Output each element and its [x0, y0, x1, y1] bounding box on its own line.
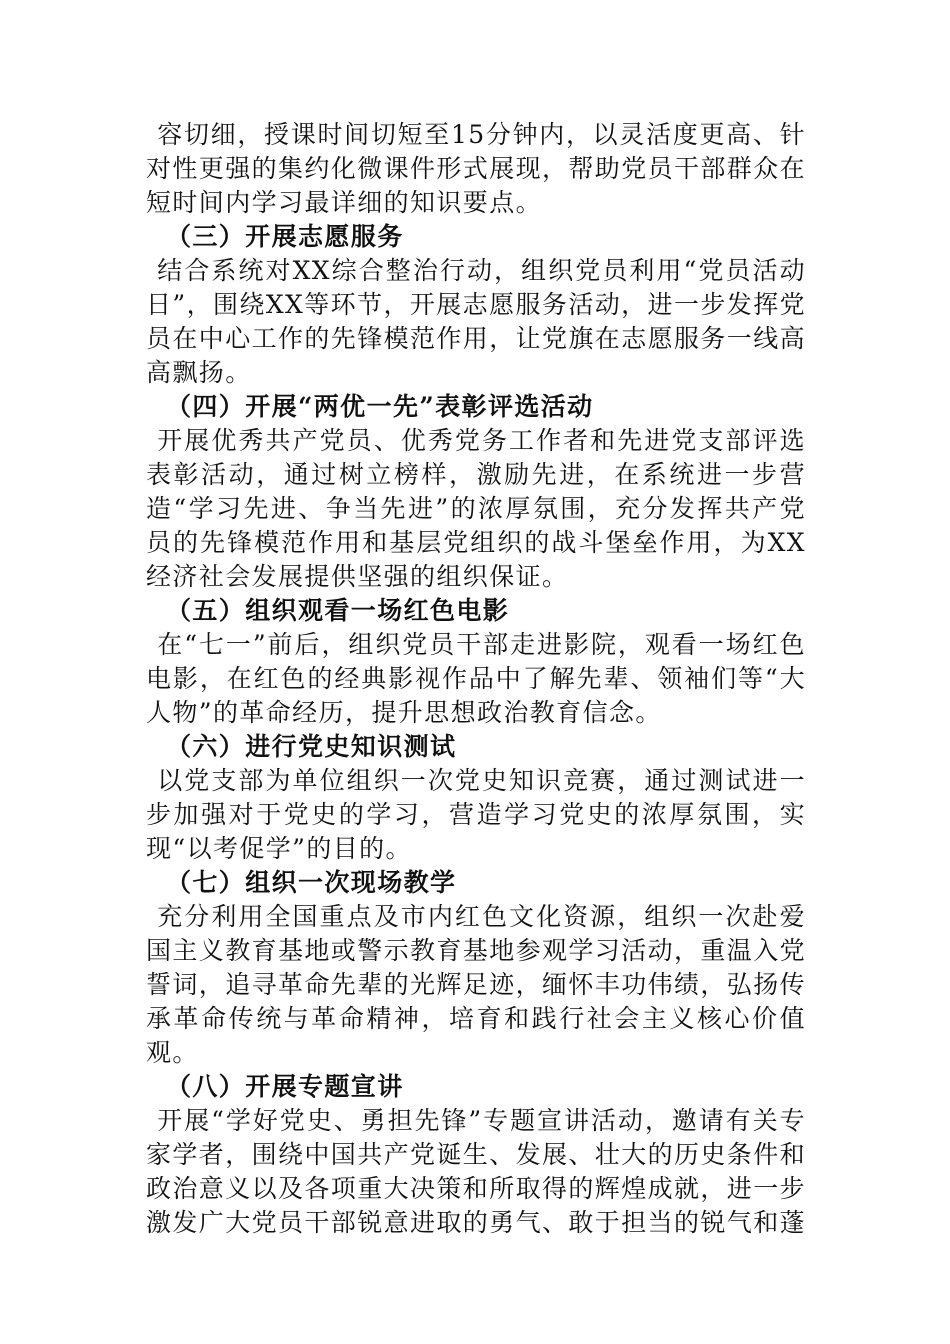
paragraph-red-film: 在“七一”前后，组织党员干部走进影院，观看一场红色电影，在红色的经典影视作品中了解先辈、领袖们等“大人物”的革命经历，提升思想政治教育信念。	[146, 630, 806, 727]
section-heading-special-lecture: （八）开展专题宣讲	[166, 1072, 404, 1101]
section-heading-history-quiz: （六）进行党史知识测试	[166, 732, 457, 761]
paragraph-field-teaching: 充分利用全国重点及市内红色文化资源，组织一次赴爱国主义教育基地或警示教育基地参观学习活动，重温入党誓词，追寻革命先辈的光辉足迹，缅怀丰功伟绩，弘扬传承革命传统与革命精神，培育和践行社会主义核心价值观。	[146, 902, 807, 1067]
paragraph-commendation: 开展优秀共产党员、优秀党务工作者和先进党支部评选表彰活动，通过树立榜样，激励先进，在系统进一步营造“学习先进、争当先进”的浓厚氛围，充分发挥共产党员的先锋模范作用和基层党组织的战斗堡垒作用，为XX经济社会发展提供坚强的组织保证。	[146, 426, 806, 591]
section-heading-red-film: （五）组织观看一场红色电影	[166, 596, 510, 625]
section-heading-field-teaching: （七）组织一次现场教学	[166, 868, 457, 897]
paragraph-course-format: 容切细，授课时间切短至15分钟内，以灵活度更高、针对性更强的集约化微课件形式展现，帮助党员干部群众在短时间内学习最详细的知识要点。	[146, 120, 807, 217]
paragraph-volunteer-service: 结合系统对XX综合整治行动，组织党员利用“党员活动日”，围绕XX等环节，开展志愿服务活动，进一步发挥党员在中心工作的先锋模范作用，让党旗在志愿服务一线高高飘扬。	[146, 256, 807, 387]
paragraph-history-quiz: 以党支部为单位组织一次党史知识竞赛，通过测试进一步加强对于党史的学习，营造学习党史的浓厚氛围，实现“以考促学”的目的。	[146, 766, 806, 863]
document-body	[146, 118, 806, 1240]
section-heading-volunteer-service: （三）开展志愿服务	[166, 222, 404, 251]
section-heading-commendation: （四）开展“两优一先”表彰评选活动	[166, 392, 594, 421]
paragraph-special-lecture: 开展“学好党史、勇担先锋”专题宣讲活动，邀请有关专家学者，围绕中国共产党诞生、发展、壮大的历史条件和政治意义以及各项重大决策和所取得的辉煌成就，进一步激发广大党员干部锐意进取的勇气、敢于担当的锐气和蓬	[146, 1106, 807, 1237]
